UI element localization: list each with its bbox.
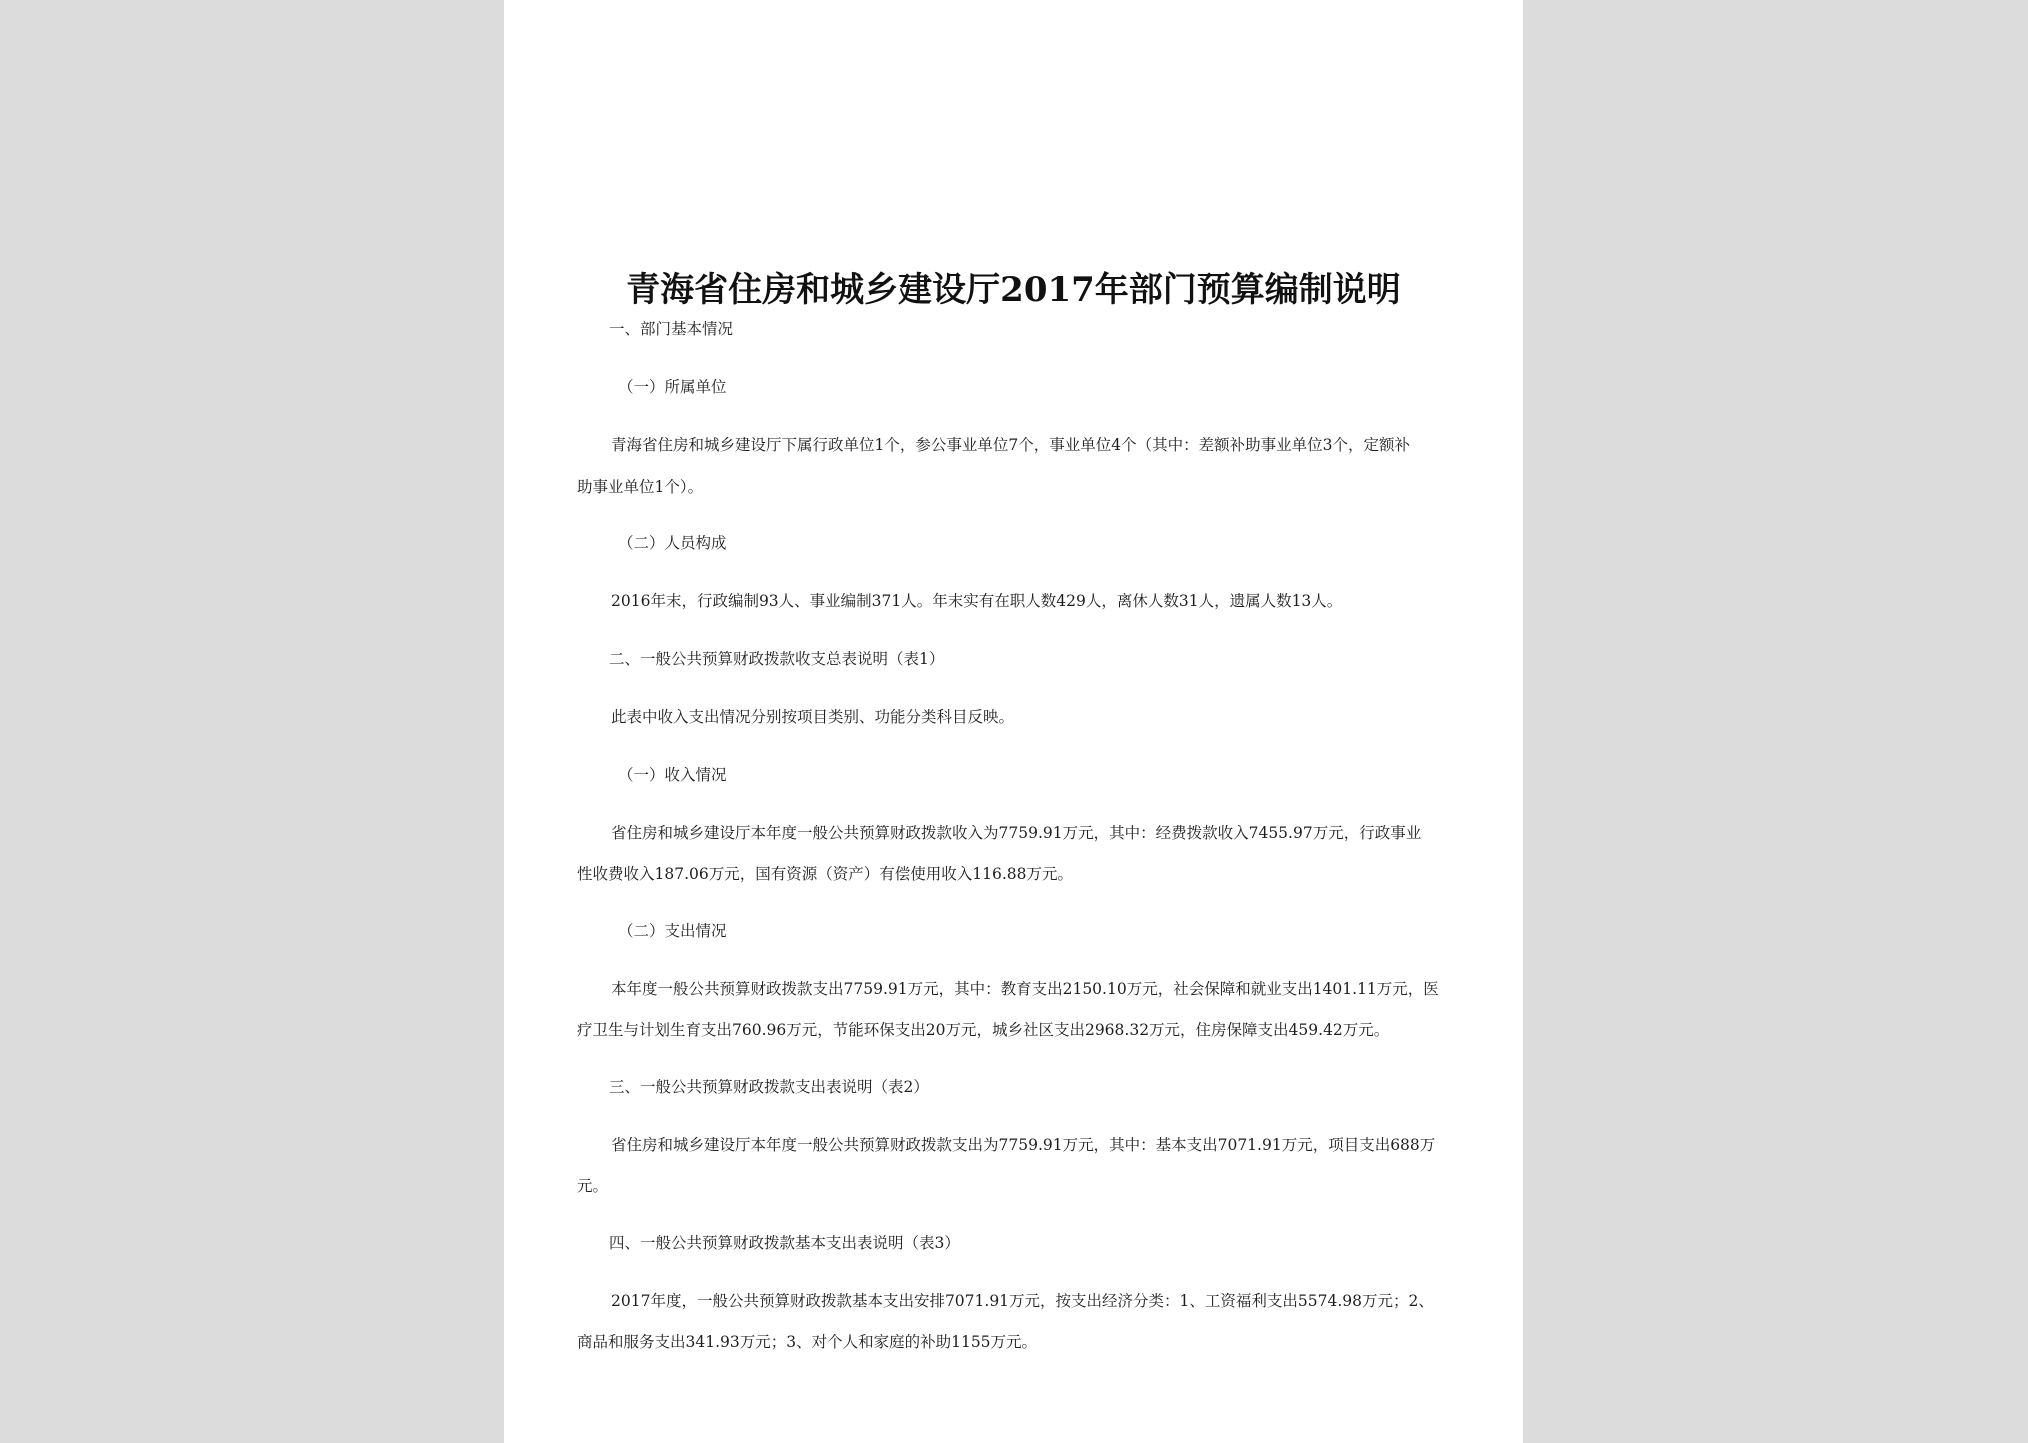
section-heading-1: 一、部门基本情况 bbox=[609, 320, 734, 338]
paragraph-income-line-2: 性收费收入187.06万元，国有资源（资产）有偿使用收入116.88万元。 bbox=[577, 865, 1073, 883]
paragraph-expense-line-1: 本年度一般公共预算财政拨款支出7759.91万元，其中：教育支出2150.10万元，社会保障和就业支出1401.11万元，医 bbox=[611, 980, 1439, 998]
section-heading-3: 三、一般公共预算财政拨款支出表说明（表2） bbox=[609, 1078, 929, 1096]
paragraph-table1-intro: 此表中收入支出情况分别按项目类别、功能分类科目反映。 bbox=[611, 708, 1015, 726]
paragraph-income-line-1: 省住房和城乡建设厅本年度一般公共预算财政拨款收入为7759.91万元，其中：经费拨款收入7455.97万元，行政事业 bbox=[611, 824, 1422, 842]
paragraph-expense-line-2: 疗卫生与计划生育支出760.96万元，节能环保支出20万元，城乡社区支出2968.32万元，住房保障支出459.42万元。 bbox=[577, 1021, 1390, 1039]
paragraph-table2-line-1: 省住房和城乡建设厅本年度一般公共预算财政拨款支出为7759.91万元，其中：基本支出7071.91万元，项目支出688万 bbox=[611, 1136, 1436, 1154]
paragraph-table2-line-2: 元。 bbox=[577, 1177, 609, 1195]
paragraph-table3-line-1: 2017年度，一般公共预算财政拨款基本支出安排7071.91万元，按支出经济分类：1、工资福利支出5574.98万元；2、 bbox=[611, 1292, 1434, 1310]
paragraph-table3-line-2: 商品和服务支出341.93万元；3、对个人和家庭的补助1155万元。 bbox=[577, 1333, 1038, 1351]
paragraph-units-line-1: 青海省住房和城乡建设厅下属行政单位1个，参公事业单位7个，事业单位4个（其中：差额补助事业单位3个，定额补 bbox=[611, 436, 1410, 454]
paragraph-staff: 2016年末，行政编制93人、事业编制371人。年末实有在职人数429人，离休人数31人，遗属人数13人。 bbox=[611, 592, 1343, 610]
document-page bbox=[504, 0, 1523, 1443]
document-title: 青海省住房和城乡建设厅2017年部门预算编制说明 bbox=[626, 270, 1401, 310]
subsection-heading-2-1: （一）收入情况 bbox=[618, 766, 727, 784]
subsection-heading-1-1: （一）所属单位 bbox=[618, 378, 727, 396]
paragraph-units-line-2: 助事业单位1个）。 bbox=[577, 478, 704, 496]
subsection-heading-1-2: （二）人员构成 bbox=[618, 534, 727, 552]
section-heading-4: 四、一般公共预算财政拨款基本支出表说明（表3） bbox=[609, 1234, 960, 1252]
section-heading-2: 二、一般公共预算财政拨款收支总表说明（表1） bbox=[609, 650, 945, 668]
subsection-heading-2-2: （二）支出情况 bbox=[618, 922, 727, 940]
